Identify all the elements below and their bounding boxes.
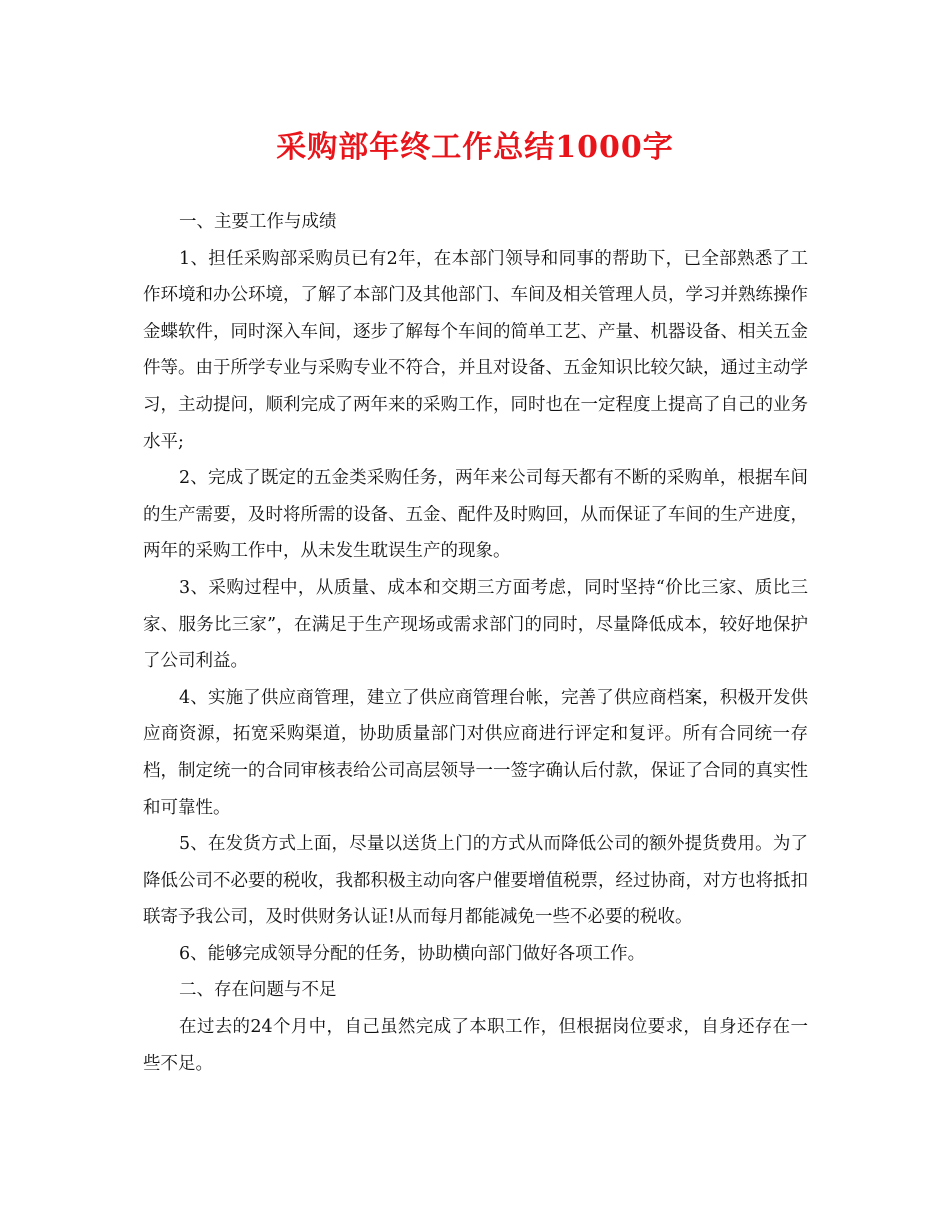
paragraph-item-3: 3、采购过程中，从质量、成本和交期三方面考虑，同时坚持“价比三家、质比三家、服务比三家”，在满足于生产现场或需求部门的同时，尽量降低成本，较好地保护了公司利益。 — [143, 577, 808, 672]
paragraph-item-6: 6、能够完成领导分配的任务，协助横向部门做好各项工作。 — [179, 943, 646, 964]
paragraph-item-2: 2、完成了既定的五金类采购任务，两年来公司每天都有不断的采购单，根据车间的生产需要，及时将所需的设备、五金、配件及时购回，从而保证了车间的生产进度，两年的采购工作中，从未发生耽误生产的现象。 — [143, 468, 808, 562]
document-title: 采购部年终工作总结1000字 — [276, 130, 674, 165]
section-heading-achievements: 一、主要工作与成绩 — [179, 212, 337, 232]
paragraph-problems: 在过去的24个月中，自己虽然完成了本职工作，但根据岗位要求，自身还存在一些不足。 — [143, 1017, 808, 1074]
document-body — [143, 204, 808, 1082]
section-heading-problems: 二、存在问题与不足 — [179, 980, 337, 1001]
paragraph-item-1: 1、担任采购部采购员已有2年，在本部门领导和同事的帮助下，已全部熟悉了工作环境和办公环境，了解了本部门及其他部门、车间及相关管理人员，学习并熟练操作金蝶软件，同时深入车间，逐步了解每个车间的简单工艺、产量、机器设备、相关五金件等。由于所学专业与采购专业不符合，并且对设备、五金知识比较欠缺，通过主动学习，主动提问，顺利完成了两年来的采购工作，同时也在一定程度上提高了自己的业务水平; — [143, 248, 808, 452]
paragraph-item-4: 4、实施了供应商管理，建立了供应商管理台帐，完善了供应商档案，积极开发供应商资源，拓宽采购渠道，协助质量部门对供应商进行评定和复评。所有合同统一存档，制定统一的合同审核表给公司高层领导一一签字确认后付款，保证了合同的真实性和可靠性。 — [143, 687, 808, 818]
paragraph-item-5: 5、在发货方式上面，尽量以送货上门的方式从而降低公司的额外提货费用。为了降低公司不必要的税收，我都积极主动向客户催要增值税票，经过协商，对方也将抵扣联寄予我公司，及时供财务认证!从而每月都能减免一些不必要的税收。 — [143, 834, 808, 928]
